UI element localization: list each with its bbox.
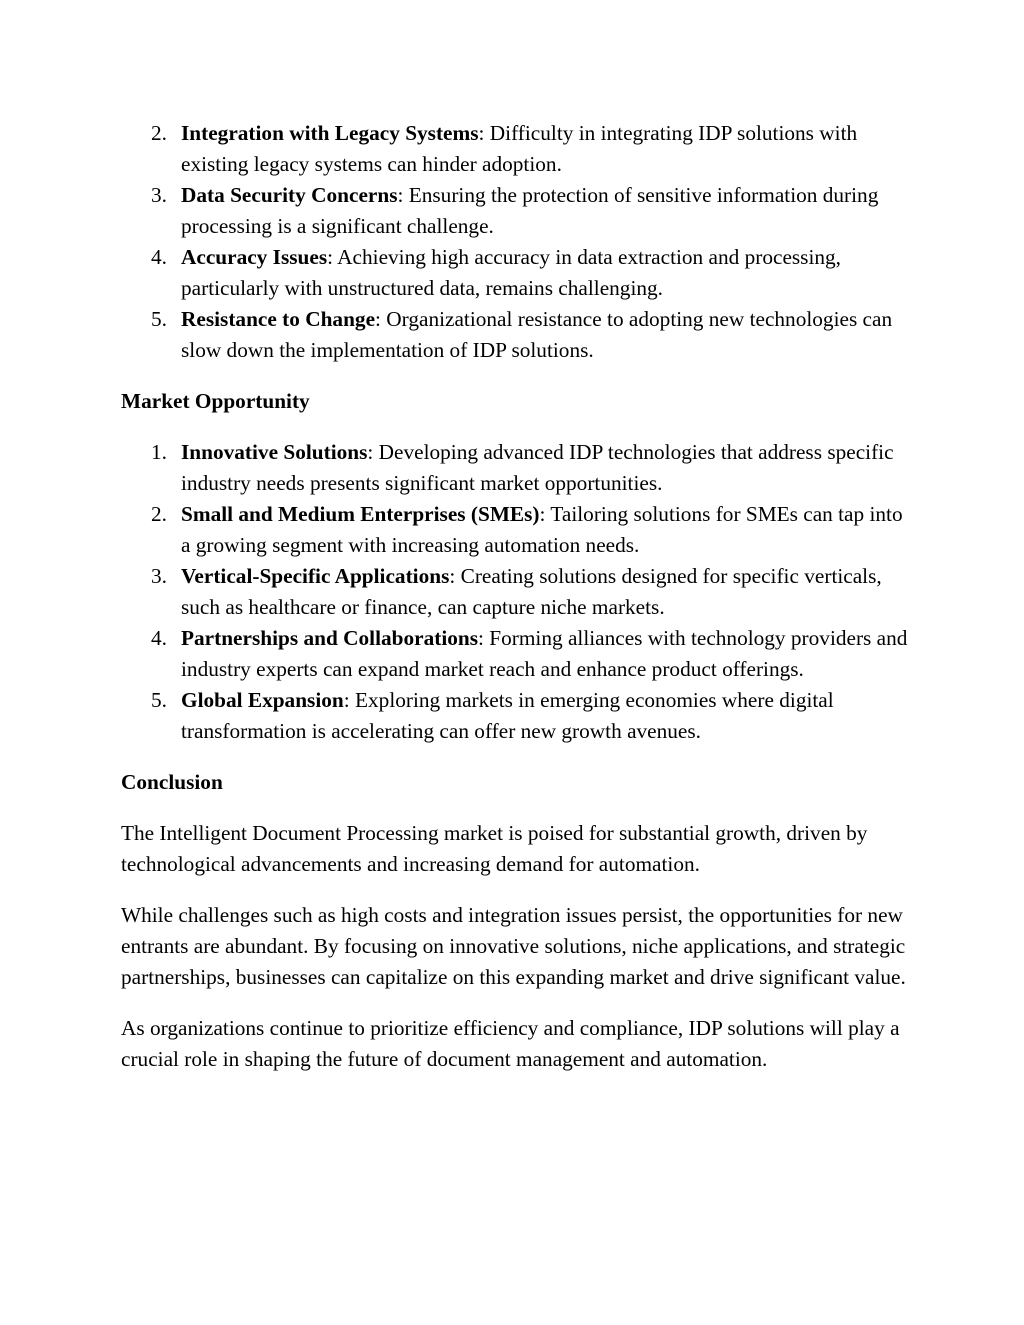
list-item-text: : Difficulty in integrating IDP solutions with existing legacy systems can hinder adoption. (181, 121, 858, 176)
list-item-title: Small and Medium Enterprises (SMEs) (181, 502, 540, 526)
conclusion-paragraph: As organizations continue to prioritize efficiency and compliance, IDP solutions will play a crucial role in shaping the future of document management and automation. (121, 1016, 900, 1071)
conclusion-paragraph: The Intelligent Document Processing market is poised for substantial growth, driven by technological advancements and increasing demand for automation. (121, 821, 868, 876)
list-number: 4. (151, 626, 167, 650)
list-item-title: Innovative Solutions (181, 440, 368, 464)
list-item-title: Accuracy Issues (181, 245, 328, 269)
list-item-text: : Developing advanced IDP technologies that address specific industry needs presents significant market opportunities. (181, 440, 894, 495)
list-item-title: Data Security Concerns (181, 183, 398, 207)
list-item-text: : Organizational resistance to adopting new technologies can slow down the implementation of IDP solutions. (181, 307, 893, 362)
list-number: 3. (151, 564, 167, 588)
market-opportunity-list (121, 437, 911, 747)
document-page (121, 118, 911, 1095)
list-item-title: Global Expansion (181, 688, 344, 712)
list-number: 5. (151, 307, 167, 331)
list-number: 2. (151, 121, 167, 145)
list-number: 5. (151, 688, 167, 712)
list-number: 2. (151, 502, 167, 526)
conclusion-paragraph: While challenges such as high costs and integration issues persist, the opportunities for new entrants are abundant. By focusing on innovative solutions, niche applications, and strategic partnerships, businesses can capitalize on this expanding market and drive significant value. (121, 903, 906, 989)
list-number: 4. (151, 245, 167, 269)
list-number: 3. (151, 183, 167, 207)
list-item (121, 561, 911, 623)
list-item-text: : Exploring markets in emerging economies where digital transformation is accelerating can offer new growth avenues. (181, 688, 834, 743)
list-item-text: : Creating solutions designed for specific verticals, such as healthcare or finance, can capture niche markets. (181, 564, 882, 619)
list-item-text: : Tailoring solutions for SMEs can tap into a growing segment with increasing automation needs. (181, 502, 903, 557)
list-item-title: Integration with Legacy Systems (181, 121, 479, 145)
list-item-title: Resistance to Change (181, 307, 376, 331)
list-number: 1. (151, 440, 167, 464)
list-item (121, 623, 911, 685)
list-item (121, 685, 911, 747)
list-item (121, 437, 911, 499)
list-item-title: Vertical-Specific Applications (181, 564, 450, 588)
market-opportunity-heading: Market Opportunity (121, 389, 310, 413)
list-item (121, 180, 911, 242)
list-item (121, 499, 911, 561)
conclusion-heading: Conclusion (121, 770, 223, 794)
list-item-text: : Ensuring the protection of sensitive information during processing is a significant challenge. (181, 183, 879, 238)
list-item-title: Partnerships and Collaborations (181, 626, 479, 650)
list-item-text: : Achieving high accuracy in data extraction and processing, particularly with unstructured data, remains challenging. (181, 245, 842, 300)
list-item (121, 304, 911, 366)
list-item-text: : Forming alliances with technology providers and industry experts can expand market reach and enhance product offerings. (181, 626, 908, 681)
list-item (121, 118, 911, 180)
list-item (121, 242, 911, 304)
challenges-list (121, 118, 911, 366)
